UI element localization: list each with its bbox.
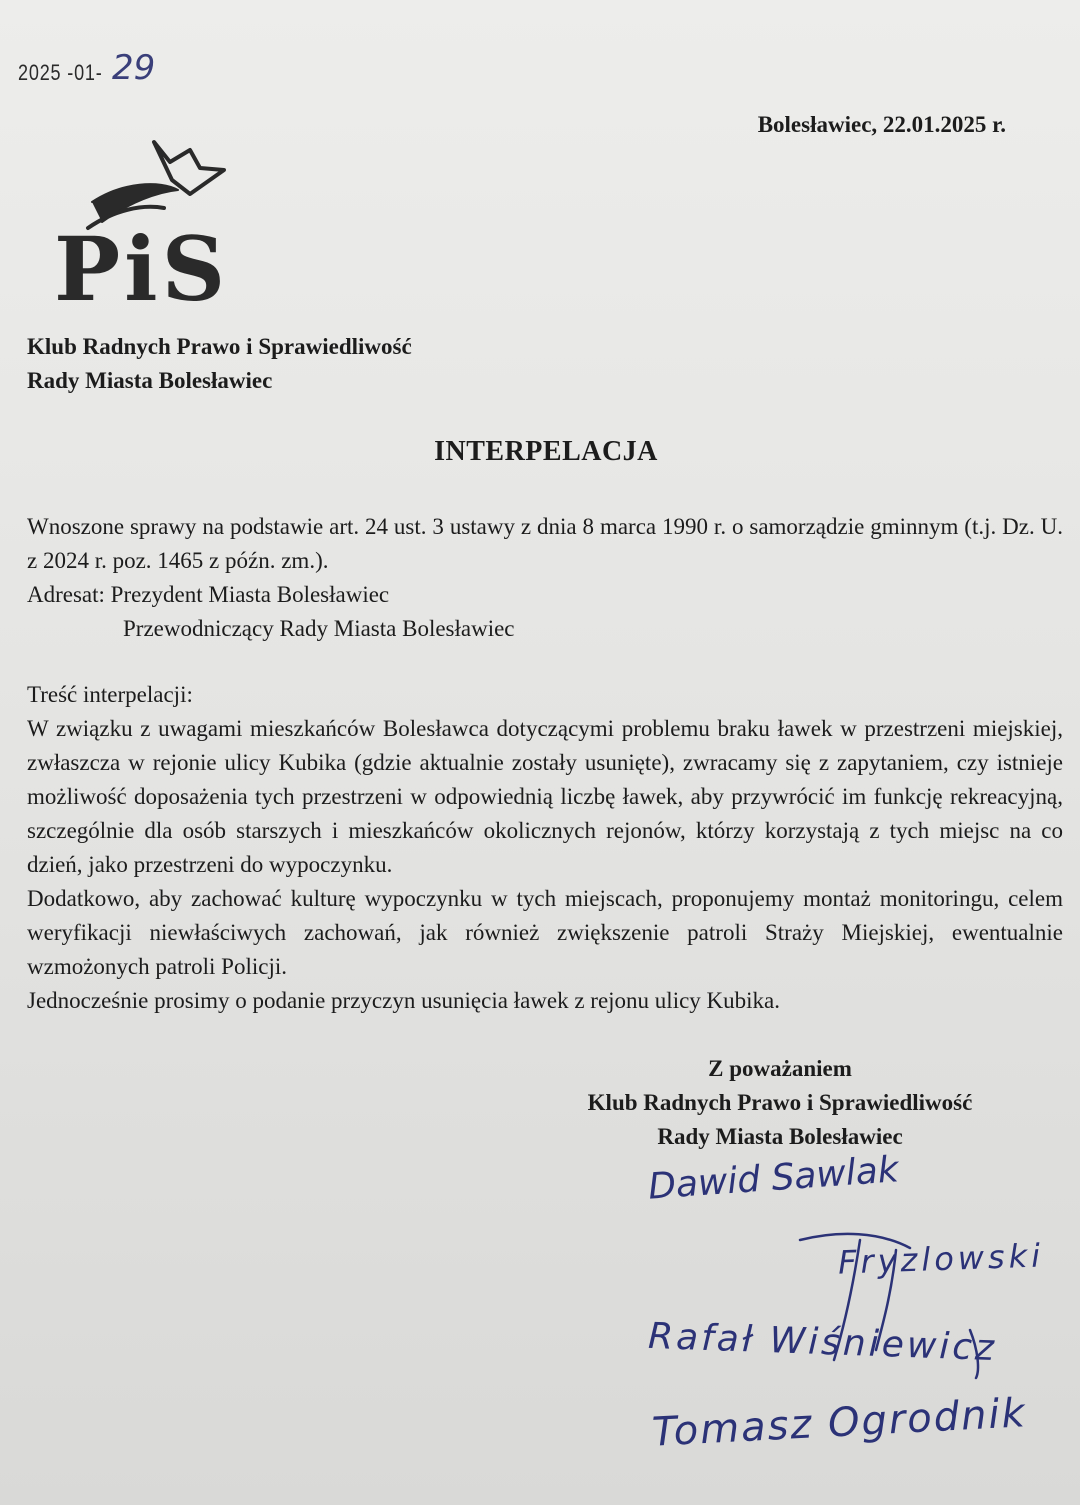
closing-block (550, 1052, 1010, 1154)
signature-4: Tomasz Ogrodnik (651, 1390, 1028, 1456)
closing-line1: Z poważaniem (708, 1056, 852, 1081)
content-label: Treść interpelacji: (27, 682, 193, 707)
club-header-line1: Klub Radnych Prawo i Sprawiedliwość (27, 334, 412, 359)
club-header-line2: Rady Miasta Bolesławiec (27, 368, 273, 393)
registration-stamp: 2025 -01- (18, 60, 103, 85)
registration-stamp-handwritten: 29 (112, 48, 156, 88)
crown-eagle-icon (88, 142, 224, 228)
closing-line3: Rady Miasta Bolesławiec (657, 1124, 903, 1149)
content-paragraph-1: W związku z uwagami mieszkańców Bolesławca dotyczącymi problemu braku ławek w przestrzeni miejskiej, zwłaszcza w rejonie ulicy Kubika (gdzie aktualnie zostały usunięte), zwracamy się z zapytaniem, czy istnieje możliwość doposażenia tych przestrzeni w odpowiednią liczbę ławek, aby przywrócić im funkcję rekreacyjną, szczególnie dla osób starszych i mieszkańców okolicznych rejonów, którzy korzystają z tych miejsc na co dzień, jako przestrzeni do wypoczynku. (27, 716, 1063, 877)
closing-line2: Klub Radnych Prawo i Sprawiedliwość (587, 1090, 973, 1115)
addressee-block (27, 578, 1063, 646)
legal-basis-text: Wnoszone sprawy na podstawie art. 24 ust. 3 ustawy z dnia 8 marca 1990 r. o samorządzie gminnym (t.j. Dz. U. z 2024 r. poz. 1465 z późn. zm.). (27, 514, 1063, 573)
signature-3: Rafał Wiśniewicz (647, 1315, 998, 1370)
document-title: INTERPELACJA (434, 436, 658, 467)
signature-2: Fryzlowski (837, 1236, 1045, 1282)
legal-basis (27, 510, 1063, 578)
content-paragraph-3: Jednocześnie prosimy o podanie przyczyn usunięcia ławek z rejonu ulicy Kubika. (27, 988, 781, 1013)
signature-1: Dawid Sawlak (646, 1149, 900, 1208)
interpellation-content (27, 678, 1063, 1018)
place-date: Bolesławiec, 22.01.2025 r. (757, 112, 1006, 137)
logo-wordmark: PiS (54, 217, 230, 307)
addressee-line1: Adresat: Prezydent Miasta Bolesławiec (27, 582, 390, 607)
addressee-line2: Przewodniczący Rady Miasta Bolesławiec (123, 616, 515, 641)
content-paragraph-2: Dodatkowo, aby zachować kulturę wypoczynku w tych miejscach, proponujemy montaż monitoringu, celem weryfikacji niewłaściwych zachowań, jak również zwiększenie patroli Straży Miejskiej, ewentualnie wzmożonych patroli Policji. (27, 886, 1063, 979)
club-header (27, 330, 412, 398)
pis-logo (52, 132, 252, 307)
